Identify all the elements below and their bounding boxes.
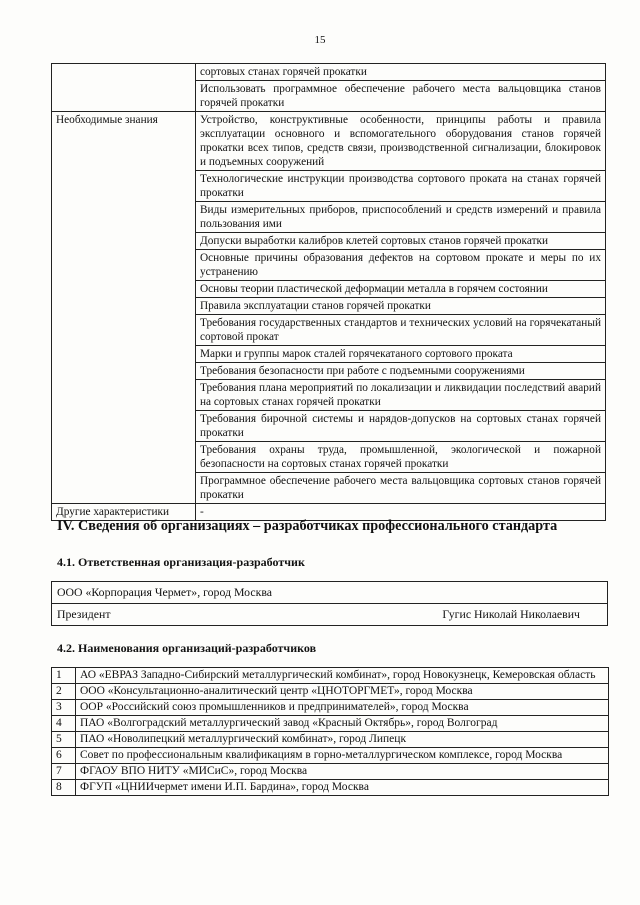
table-row [52, 684, 609, 700]
table-cell: Устройство, конструктивные особенности, принципы работы и правила эксплуатации основного и вспомогательного оборудования станов горячей прокатки всех типов, средств связи, производственной сигнализации, блокировок и подъемных сооружений [196, 112, 606, 171]
table-cell: Основные причины образования дефектов на сортовом прокате и меры по их устранению [196, 250, 606, 281]
knowledge-table [51, 63, 606, 521]
table-cell: - [196, 504, 606, 521]
org-name: ООО «Консультационно-аналитический центр «ЦНОТОРГМЕТ», город Москва [76, 684, 609, 700]
position-label: Президент [57, 607, 111, 621]
table-cell: Требования охраны труда, промышленной, экологической и пожарной безопасности на сортовых станах горячей прокатки [196, 442, 606, 473]
org-name: Совет по профессиональным квалификациям в горно-металлургическом комплексе, город Москва [76, 748, 609, 764]
table-row [52, 748, 609, 764]
table-row [52, 112, 606, 171]
row-number: 8 [52, 780, 76, 796]
table-cell: Основы теории пластической деформации металла в горячем состоянии [196, 281, 606, 298]
org-name: ООО «Корпорация Чермет», город Москва [52, 582, 608, 604]
label-cell-empty [52, 64, 196, 112]
section-4-2-title: 4.2. Наименования организаций-разработчиков [57, 641, 317, 655]
person-name: Гугис Николай Николаевич [442, 607, 580, 621]
table-cell: Использовать программное обеспечение рабочего места вальцовщика станов горячей прокатки [196, 81, 606, 112]
table-row [52, 780, 609, 796]
org-name: ПАО «Волгоградский металлургический завод «Красный Октябрь», город Волгоград [76, 716, 609, 732]
page-number: 15 [314, 34, 326, 46]
table-row [52, 582, 608, 604]
table-cell: Виды измерительных приборов, приспособлений и средств измерений и правила пользования ими [196, 202, 606, 233]
table-row [52, 64, 606, 81]
table-cell: Технологические инструкции производства сортового проката на станах горячей прокатки [196, 171, 606, 202]
table-cell: Требования плана мероприятий по локализации и ликвидации последствий аварий на сортовых станах горячей прокатки [196, 380, 606, 411]
table-cell: Требования государственных стандартов и технических условий на горячекатаный сортовой прокат [196, 315, 606, 346]
org-name: ООР «Российский союз промышленников и предпринимателей», город Москва [76, 700, 609, 716]
table-row [52, 668, 609, 684]
row-number: 3 [52, 700, 76, 716]
row-number: 6 [52, 748, 76, 764]
table-row [52, 732, 609, 748]
signatory-cell [52, 604, 608, 626]
table-cell: Допуски выработки калибров клетей сортовых станов горячей прокатки [196, 233, 606, 250]
section-4-1-title: 4.1. Ответственная организация-разработчик [57, 555, 305, 569]
table-row [52, 764, 609, 780]
org-name: ФГАОУ ВПО НИТУ «МИСиС», город Москва [76, 764, 609, 780]
org-name: ФГУП «ЦНИИчермет имени И.П. Бардина», город Москва [76, 780, 609, 796]
row-number: 7 [52, 764, 76, 780]
table-row [52, 716, 609, 732]
knowledge-label: Необходимые знания [52, 112, 196, 504]
row-number: 2 [52, 684, 76, 700]
table-cell: Правила эксплуатации станов горячей прокатки [196, 298, 606, 315]
table-cell: Марки и группы марок сталей горячекатаного сортового проката [196, 346, 606, 363]
row-number: 5 [52, 732, 76, 748]
table-cell: сортовых станах горячей прокатки [196, 64, 606, 81]
table-row [52, 700, 609, 716]
org-name: АО «ЕВРАЗ Западно-Сибирский металлургический комбинат», город Новокузнецк, Кемеровская область [76, 668, 609, 684]
responsible-org-table [51, 581, 608, 626]
table-cell: Требования безопасности при работе с подъемными сооружениями [196, 363, 606, 380]
section-4-title: IV. Сведения об организациях – разработчиках профессионального стандарта [57, 518, 558, 534]
org-name: ПАО «Новолипецкий металлургический комбинат», город Липецк [76, 732, 609, 748]
table-cell: Требования бирочной системы и нарядов-допусков на сортовых станах горячей прокатки [196, 411, 606, 442]
table-row [52, 604, 608, 626]
row-number: 1 [52, 668, 76, 684]
other-label: Другие характеристики [52, 504, 196, 521]
table-cell: Программное обеспечение рабочего места вальцовщика сортовых станов горячей прокатки [196, 473, 606, 504]
developer-orgs-table [51, 667, 609, 796]
row-number: 4 [52, 716, 76, 732]
